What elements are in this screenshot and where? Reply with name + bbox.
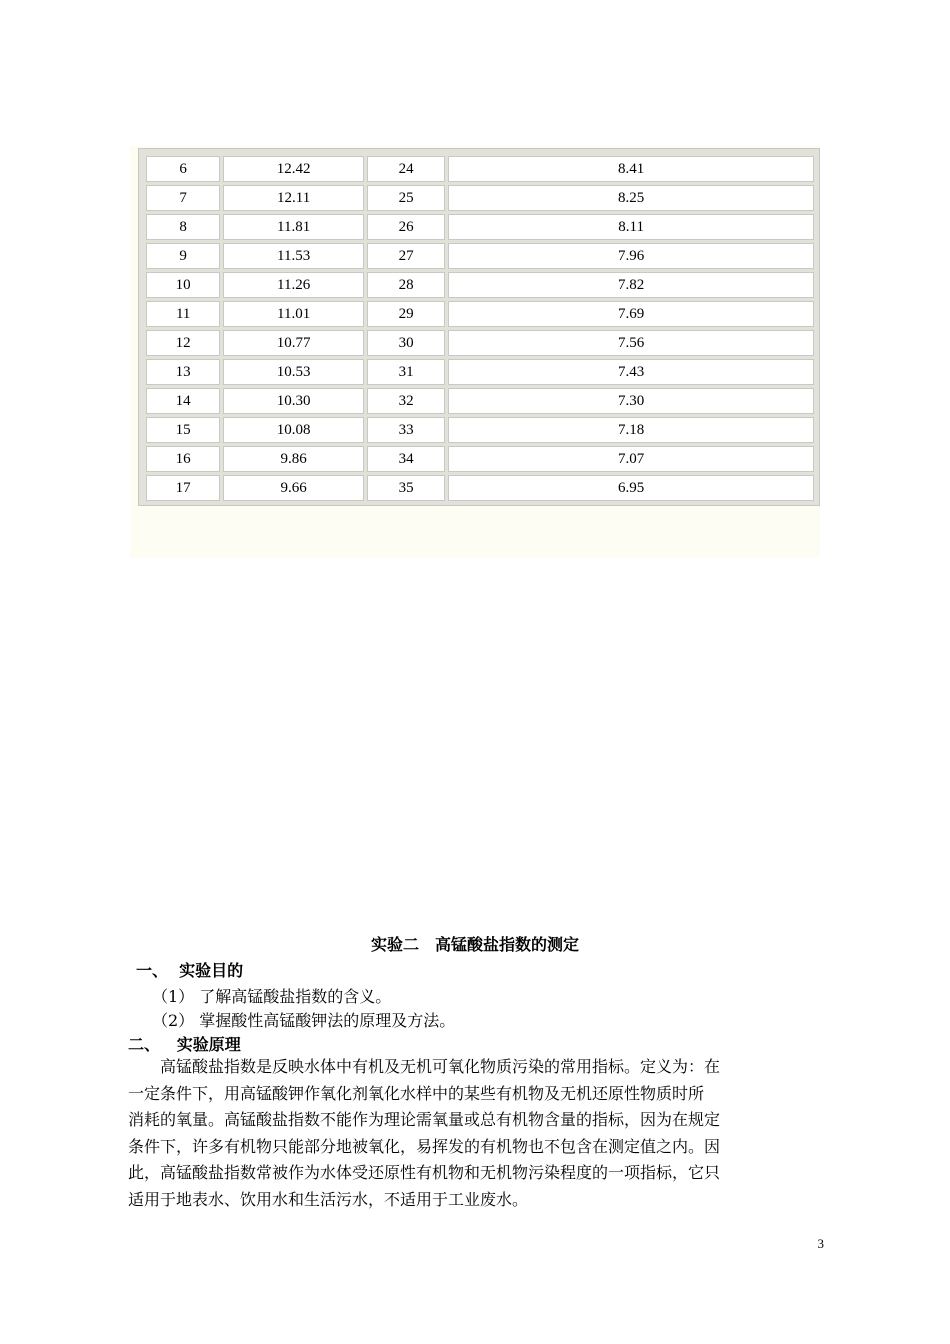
- table-cell: 24: [367, 156, 445, 182]
- table-row: [146, 417, 814, 443]
- table-cell: 12.11: [223, 185, 364, 211]
- objective-item-2-number: （2）: [152, 1011, 195, 1030]
- table-cell: 14: [146, 388, 220, 414]
- table-cell: 9.86: [223, 446, 364, 472]
- table-cell: 7.82: [448, 272, 814, 298]
- table-cell: 29: [367, 301, 445, 327]
- section-1-number: 一、: [136, 961, 169, 980]
- table-row: [146, 214, 814, 240]
- table-cell: 7.07: [448, 446, 814, 472]
- principle-line-2: 一定条件下，用高锰酸钾作氧化剂氧化水样中的某些有机物及无机还原性物质时所: [128, 1083, 705, 1103]
- principle-line-4: 条件下，许多有机物只能部分地被氧化，易挥发的有机物也不包含在测定值之内。因: [128, 1136, 721, 1156]
- section-2-number: 二、: [128, 1035, 161, 1054]
- table-cell: 16: [146, 446, 220, 472]
- table-cell: 32: [367, 388, 445, 414]
- table-cell: 10.30: [223, 388, 364, 414]
- table-cell: 7.96: [448, 243, 814, 269]
- table-cell: 26: [367, 214, 445, 240]
- table-cell: 31: [367, 359, 445, 385]
- experiment-title: 实验二 高锰酸盐指数的测定: [370, 935, 579, 954]
- table-cell: 6: [146, 156, 220, 182]
- table-cell: 35: [367, 475, 445, 501]
- table-cell: 33: [367, 417, 445, 443]
- table-cell: 25: [367, 185, 445, 211]
- table-row: [146, 272, 814, 298]
- principle-line-6: 适用于地表水、饮用水和生活污水，不适用于工业废水。: [128, 1189, 529, 1209]
- principle-line-3: 消耗的氧量。高锰酸盐指数不能作为理论需氧量或总有机物含量的指标，因为在规定: [128, 1110, 721, 1129]
- table-cell: 17: [146, 475, 220, 501]
- table-cell: 12: [146, 330, 220, 356]
- section-1-heading: [136, 958, 243, 984]
- objective-item-1-number: （1）: [152, 987, 195, 1006]
- table-cell: 11.26: [223, 272, 364, 298]
- table-row: [146, 185, 814, 211]
- table-row: [146, 243, 814, 269]
- table-cell: 9: [146, 243, 220, 269]
- table-cell: 11: [146, 301, 220, 327]
- table-cell: 10.77: [223, 330, 364, 356]
- objective-item-2-text: 掌握酸性高锰酸钾法的原理及方法。: [199, 1011, 456, 1030]
- table-cell: 8.11: [448, 214, 814, 240]
- table-cell: 11.81: [223, 214, 364, 240]
- table-cell: 9.66: [223, 475, 364, 501]
- table-cell: 28: [367, 272, 445, 298]
- page-number: 3: [817, 1236, 824, 1251]
- table-cell: 10.08: [223, 417, 364, 443]
- table-cell: 8.41: [448, 156, 814, 182]
- principle-paragraph: [128, 1054, 824, 1213]
- table-row: [146, 475, 814, 501]
- data-table-container: [130, 146, 820, 558]
- objective-item-1: [152, 984, 391, 1010]
- table-cell: 7.56: [448, 330, 814, 356]
- table-cell: 30: [367, 330, 445, 356]
- table-cell: 11.01: [223, 301, 364, 327]
- table-row: [146, 359, 814, 385]
- table-cell: 13: [146, 359, 220, 385]
- table-cell: 10: [146, 272, 220, 298]
- section-1-title: 实验目的: [179, 961, 244, 980]
- table-cell: 7: [146, 185, 220, 211]
- data-table-frame: [138, 148, 820, 506]
- table-cell: 8.25: [448, 185, 814, 211]
- table-cell: 7.18: [448, 417, 814, 443]
- table-cell: 12.42: [223, 156, 364, 182]
- table-row: [146, 388, 814, 414]
- objective-item-2: [152, 1008, 455, 1034]
- table-cell: 7.30: [448, 388, 814, 414]
- table-cell: 7.43: [448, 359, 814, 385]
- principle-line-1: 高锰酸盐指数是反映水体中有机及无机可氧化物质污染的常用指标。定义为：在: [128, 1057, 721, 1076]
- data-table-body: [146, 156, 814, 501]
- table-cell: 10.53: [223, 359, 364, 385]
- table-cell: 34: [367, 446, 445, 472]
- table-cell: 27: [367, 243, 445, 269]
- objective-item-1-text: 了解高锰酸盐指数的含义。: [199, 987, 392, 1006]
- table-row: [146, 156, 814, 182]
- table-row: [146, 330, 814, 356]
- table-cell: 6.95: [448, 475, 814, 501]
- table-cell: 8: [146, 214, 220, 240]
- principle-line-5: 此，高锰酸盐指数常被作为水体受还原性有机物和无机物污染程度的一项指标，它只: [128, 1163, 721, 1182]
- section-2-title: 实验原理: [176, 1035, 241, 1054]
- data-table: [143, 153, 817, 504]
- table-cell: 11.53: [223, 243, 364, 269]
- table-cell: 15: [146, 417, 220, 443]
- table-row: [146, 301, 814, 327]
- table-row: [146, 446, 814, 472]
- table-cell: 7.69: [448, 301, 814, 327]
